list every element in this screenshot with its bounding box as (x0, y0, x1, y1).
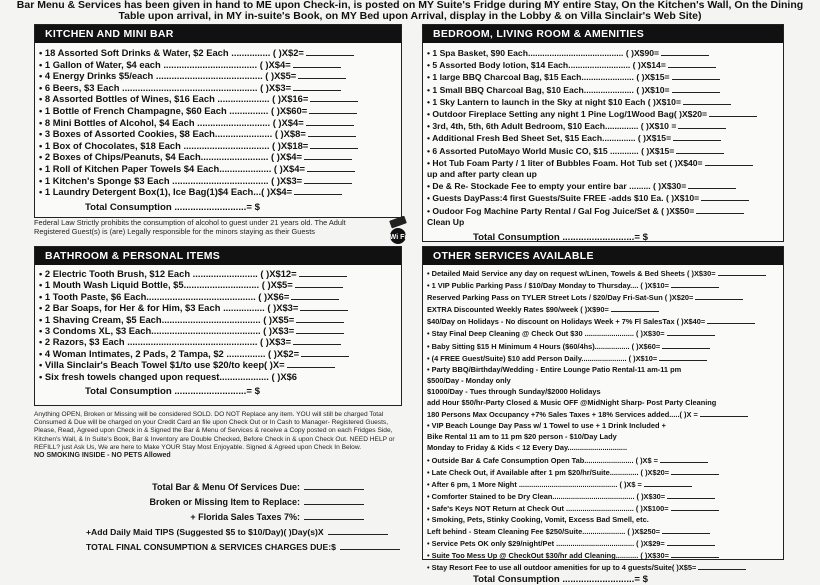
amount-field[interactable] (300, 302, 348, 311)
menu-item (35, 268, 401, 279)
menu-item-text: • 1 Laundry Detergent Box(1), Ice Bag(1)$4 Each...( )X$4= (39, 186, 293, 198)
menu-item-text: • 3rd, 4th, 5th, 6th Adult Bedroom, $10 Each.............. ( )X$10 = (427, 121, 677, 132)
menu-item-text: • 1 Small BBQ Charcoal Bag, $10 Each..................... ( )X$10= (427, 84, 670, 95)
amount-field[interactable] (667, 327, 715, 336)
menu-item-text: Bike Rental 11 am to 11 pm $20 person - $10/Day Lady (427, 432, 617, 442)
amount-field[interactable] (676, 145, 724, 154)
menu-item (35, 47, 401, 59)
menu-item-text: • 1 Shaving Cream, $5 Each...................................... ( )X$5= (39, 313, 295, 325)
menu-item (423, 352, 783, 364)
summary-label: TOTAL FINAL CONSUMPTION & SERVICES CHARGES DUE:$ (86, 542, 336, 552)
menu-item (423, 96, 783, 108)
menu-item-text: add Hour $50/hr-Party Closed & Music OFF @MidNight Sharp- Post Party Cleaning (427, 398, 717, 408)
menu-item-text: • 1 Box of Chocolates, $18 Each ................................. ( )X$18= (39, 139, 309, 151)
summary-row (34, 510, 404, 525)
amount-field[interactable] (304, 151, 352, 160)
menu-item (423, 205, 783, 217)
menu-item (423, 442, 783, 453)
menu-item (423, 420, 783, 431)
kitchen-title: KITCHEN AND MINI BAR (35, 25, 401, 43)
menu-item (423, 180, 783, 192)
amount-field[interactable] (709, 108, 757, 117)
amount-field[interactable] (672, 84, 720, 93)
menu-item (35, 105, 401, 117)
menu-item-text: • De & Re- Stockade Fee to empty your entire bar ......... ( )X$30= (427, 181, 687, 192)
menu-item (423, 514, 783, 525)
amount-field[interactable] (672, 71, 720, 80)
menu-item-text: • Service Pets OK only $29/night/Pet ...................................... ( )X$29= (427, 539, 665, 549)
menu-item (35, 336, 401, 347)
amount-field[interactable] (678, 120, 726, 129)
menu-item-text: • 4 Woman Intimates, 2 Pads, 2 Tampa, $2 ............... ( )X$2= (39, 347, 300, 359)
menu-item (423, 386, 783, 397)
menu-item-text: • 6 Beers, $3 Each .................................................... ( )X$3= (39, 81, 292, 93)
menu-item (423, 375, 783, 386)
menu-item (423, 454, 783, 466)
amount-field[interactable] (668, 59, 716, 68)
amount-field[interactable] (671, 279, 719, 288)
menu-item (35, 359, 401, 370)
amount-field[interactable] (309, 105, 357, 114)
menu-item (423, 169, 783, 180)
amount-field[interactable] (294, 186, 342, 195)
menu-item-text: • Smoking, Pets, Stinky Cooking, Vomit, Excess Bad Smell, etc. (427, 514, 649, 524)
summary-label: + Florida Sales Taxes 7%: (190, 512, 300, 522)
menu-item-text: Reserved Parking Pass on TYLER Street Lots / $20/Day Fri-Sat-Sun ( )X$20= (427, 293, 694, 303)
summary-amount-field[interactable] (328, 526, 388, 535)
amount-field[interactable] (299, 268, 347, 277)
menu-item-text: • Safe's Keys NOT Return at Check Out ................................. ( )X$100= (427, 503, 669, 513)
summary-row (34, 525, 404, 540)
menu-item-text: • After 6 pm, 1 More Night ................................................ ( )X$ = (427, 479, 642, 489)
menu-item-text: up and after party clean up (427, 169, 537, 180)
kitchen-total: Total Consumption ...........................= $ (85, 201, 260, 213)
menu-item-text: • 3 Condoms XL, $3 Each.......................................... ( )X$3= (39, 325, 295, 337)
menu-item-text: • Detailed Maid Service any day on request w/Linen, Towels & Bed Sheets ( )X$30= (427, 269, 716, 278)
menu-item-text: EXTRA Discounted Weekly Rates $90/week ( )X$90= (427, 305, 609, 315)
menu-item (35, 140, 401, 152)
amount-field[interactable] (293, 59, 341, 68)
menu-item-text: • VIP Beach Lounge Day Pass w/ 1 Towel to use + 1 Drink Included + (427, 421, 666, 431)
amount-field[interactable] (291, 291, 339, 300)
menu-item (35, 175, 401, 187)
amount-field[interactable] (306, 47, 354, 56)
amount-field[interactable] (611, 303, 659, 312)
amount-field[interactable] (310, 93, 358, 102)
amount-field[interactable] (701, 192, 749, 201)
menu-item (423, 408, 783, 420)
amount-field[interactable] (671, 502, 719, 511)
menu-item (423, 120, 783, 132)
amount-field[interactable] (700, 408, 748, 417)
menu-item (423, 490, 783, 502)
menu-item-text: • 2 Electric Tooth Brush, $12 Each ......................... ( )X$12= (39, 268, 297, 279)
menu-item (423, 303, 783, 315)
menu-item-text: • Baby Sitting $15 H Minimum 4 Hours ($60/4hs)................. ( )X$60= (427, 341, 661, 351)
header-line-1: Bar Menu & Services has been given in hand to ME upon Check-in, is posted on MY Suite's Fridge during MY entire Stay, On the Kitchen's Wall, On the Dining (16, 0, 804, 11)
amount-field[interactable] (308, 128, 356, 137)
bathroom-section (34, 246, 402, 406)
amount-field[interactable] (667, 490, 715, 499)
menu-item (423, 84, 783, 96)
wifi-label: Wi Fi (389, 234, 407, 241)
menu-item (423, 47, 783, 59)
menu-item (35, 314, 401, 325)
menu-item-text: 180 Persons Max Occupancy +7% Sales Taxes + 18% Services added.....( )X = (427, 410, 698, 420)
bathroom-item-list (35, 265, 401, 382)
no-smoking-notice: NO SMOKING INSIDE - NO PETS Allowed (34, 452, 171, 460)
menu-item-text: • 1 VIP Public Parking Pass / $10/Day Monday to Thursday.... ( )X$10= (427, 281, 669, 291)
menu-item-text: • 4 Energy Drinks $5/each ......................................... ( )X$5= (39, 70, 297, 82)
amount-field[interactable] (662, 525, 710, 534)
amount-field[interactable] (671, 466, 719, 475)
amount-field[interactable] (683, 96, 731, 105)
menu-item (35, 371, 401, 382)
conditions-notice (34, 411, 404, 460)
menu-item (423, 267, 783, 279)
menu-item-text: • Oudoor Fog Machine Party Rental / Gal Fog Juice/Set & ( )X$50= (427, 205, 695, 216)
menu-item-text: • 1 Spa Basket, $90 Each........................................ ( )X$90= (427, 48, 660, 58)
menu-item (423, 192, 783, 204)
other-services-section (422, 246, 784, 585)
amount-field[interactable] (718, 267, 766, 276)
menu-item-text: • 2 Razors, $3 Each .................................................. ( )X$3= (39, 336, 292, 348)
menu-item-text: • 18 Assorted Soft Drinks & Water, $2 Each ............... ( )X$2= (39, 47, 304, 58)
menu-item (423, 525, 783, 537)
kitchen-item-list (35, 43, 401, 198)
amount-field[interactable] (696, 205, 744, 214)
menu-item (35, 128, 401, 140)
summary-amount-field[interactable] (340, 541, 400, 550)
menu-item (35, 163, 401, 175)
menu-item-text: • Outdoor Fireplace Setting any night 1 Pine Log/1Wood Bag( )X$20= (427, 109, 708, 120)
summary-section (34, 480, 404, 555)
menu-item-text: • Six fresh towels changed upon request................... ( )X$6 (39, 370, 298, 382)
menu-item-text: • 1 Tooth Paste, $6 Each.......................................... ( )X$6= (39, 290, 290, 302)
menu-item-text: • Party BBQ/Birthday/Wedding - Entire Lounge Patio Rental-11 am-11 pm (427, 364, 682, 374)
bedroom-title: BEDROOM, LIVING ROOM & AMENITIES (423, 25, 783, 43)
menu-item (35, 279, 401, 290)
menu-item (423, 466, 783, 478)
menu-item (423, 397, 783, 408)
bedroom-total: Total Consumption ...........................= $ (473, 232, 648, 244)
summary-row (34, 495, 404, 510)
menu-item-text: • Stay Resort Fee to use all outdoor amenities for up to 4 guests/Suite( )X$5= (427, 563, 697, 573)
amount-field[interactable] (307, 163, 355, 172)
menu-item-text: • Outside Bar & Cafe Consumption Open Tab........................ ( )X$ = (427, 455, 658, 465)
menu-item (35, 302, 401, 313)
amount-field[interactable] (667, 537, 715, 546)
summary-label: +Add Daily Maid TIPS (Suggested $5 to $10/Day)( )Day(s)X (86, 527, 324, 537)
menu-item (423, 145, 783, 157)
amount-field[interactable] (304, 175, 352, 184)
amount-field[interactable] (659, 352, 707, 361)
menu-item (423, 59, 783, 71)
menu-item (35, 186, 401, 198)
menu-item-text: • 1 Sky Lantern to launch in the Sky at night $10 Each ( )X$10= (427, 96, 681, 107)
summary-row (34, 540, 404, 555)
amount-field[interactable] (644, 478, 692, 487)
summary-amount-field[interactable] (304, 496, 364, 505)
conditions-text: Anything OPEN, Broken or Missing will be considered SOLD. DO NOT Replace any item. YOU will still be charged Total Consumed & Due will be charged on your Credit Card an file upon Check Out or In Cash to Manager- Registered Guests, Please, Read, Agreed upon Check in & Signed the Bar & Menu of Services & receive a Copy posted on each Fridges Side, Kitchen's Wall, & In Suite's Book, Bar & Inventory are Double Checked, Before Check in & upon Check Out. NEED HELP or REFILL? just Ask Us, We are here to Make YOUR Stay Most Enjoyable. Signed & Agreed upon Check In Below. (34, 411, 395, 451)
amount-field[interactable] (707, 315, 755, 324)
menu-item-text: • 3 Boxes of Assorted Cookies, $8 Each...................... ( )X$8= (39, 128, 306, 140)
menu-item (423, 291, 783, 303)
menu-item-text: • 1 Kitchen's Sponge $3 Each ..................................... ( )X$3= (39, 174, 303, 186)
menu-item-text: • 1 large BBQ Charcoal Bag, $15 Each...................... ( )X$15= (427, 72, 670, 83)
bathroom-total: Total Consumption ...........................= $ (85, 386, 260, 398)
menu-item-text: $500/Day - Monday only (427, 375, 511, 385)
menu-item (423, 431, 783, 442)
amount-field[interactable] (293, 336, 341, 345)
amount-field[interactable] (662, 340, 710, 349)
menu-item-text: Left behind - Steam Cleaning Fee $250/Suite..................... ( )X$250= (427, 527, 661, 537)
amount-field[interactable] (660, 454, 708, 463)
menu-item (423, 108, 783, 120)
summary-row (34, 480, 404, 495)
amount-field[interactable] (695, 291, 743, 300)
other-services-item-list (423, 265, 783, 573)
menu-item-text: • (4 FREE Guest/Suite) $10 add Person Daily...................... ( )X$10= (427, 353, 658, 363)
amount-field[interactable] (287, 359, 335, 368)
menu-item (35, 117, 401, 129)
wifi-icon (380, 216, 416, 246)
menu-item-text: Clean Up (427, 216, 465, 227)
alcohol-law-notice: Federal Law Strictly prohibits the consumption of alcohol to guest under 21 years old. The Adult Registered Guest(s) is (are) Legally responsible for the minors staying as their Guests (34, 218, 346, 236)
menu-item (423, 217, 783, 228)
summary-amount-field[interactable] (304, 511, 364, 520)
menu-item-text: • 8 Mini Bottles of Alcohol, $4 Each ............................ ( )X$4= (39, 116, 304, 128)
other-services-title: OTHER SERVICES AVAILABLE (423, 247, 783, 265)
header-line-2: Table upon arrival, in MY in-suite's Book, on MY Bed upon Arrival, display in the Lobby & on Villa Sinclair's Web Site) (118, 10, 702, 22)
menu-item-text: • 6 Assorted PutoMayo World Music CO, $15 ............ ( )X$15= (427, 145, 675, 156)
menu-item (35, 82, 401, 94)
amount-field[interactable] (296, 314, 344, 323)
menu-item (423, 478, 783, 490)
summary-amount-field[interactable] (304, 481, 364, 490)
menu-item-text: $1000/Day - Tues through Sunday/$2000 Holidays (427, 386, 601, 396)
menu-item (35, 151, 401, 163)
menu-item-text: • 1 Roll of Kitchen Paper Towels $4 Each.................... ( )X$4= (39, 162, 305, 174)
menu-item (35, 291, 401, 302)
menu-item-text: • 1 Gallon of Water, $4 each .................................... ( )X$4= (39, 58, 291, 70)
menu-item (423, 327, 783, 339)
amount-field[interactable] (310, 140, 358, 149)
amount-field[interactable] (661, 47, 709, 56)
menu-item (35, 348, 401, 359)
menu-item-text: • 5 Assorted Body lotion, $14 Each.......................... ( )X$14= (427, 60, 666, 71)
menu-item-text: $40/Day on Holidays - No discount on Holidays Week + 7% Fl SalesTax ( )X$40= (427, 317, 706, 327)
menu-item (423, 537, 783, 549)
menu-item-text: • Villa Sinclair's Beach Towel $1/to use $20/to keep( )X= (39, 359, 285, 371)
amount-field[interactable] (671, 549, 719, 558)
menu-item (423, 340, 783, 352)
amount-field[interactable] (688, 180, 736, 189)
amount-field[interactable] (306, 117, 354, 126)
menu-item-text: • 1 Mouth Wash Liquid Bottle, $5............................. ( )X$5= (39, 279, 293, 291)
menu-item (423, 315, 783, 327)
menu-item-text: Monday to Friday & Kids < 12 Every Day............................. (427, 443, 628, 453)
page-header (0, 0, 820, 22)
amount-field[interactable] (698, 561, 746, 570)
menu-item-text: • Guests DayPass:4 first Guests/Suite FREE -adds $10 Ea. ( )X$10= (427, 193, 700, 204)
menu-item (423, 502, 783, 514)
summary-label: Total Bar & Menu Of Services Due: (152, 482, 300, 492)
menu-item (423, 157, 783, 169)
menu-item-text: • Late Check Out, if Available after 1 pm $20/hr/Suite.............. ( )X$20= (427, 467, 670, 477)
menu-item (35, 325, 401, 336)
menu-item (423, 364, 783, 375)
menu-item-text: • Stay Final Deep Cleaning @ Check Out $30 ........................ ( )X$30= (427, 329, 665, 339)
menu-item (423, 561, 783, 573)
bathroom-title: BATHROOM & PERSONAL ITEMS (35, 247, 401, 265)
menu-item-text: • 2 Boxes of Chips/Peanuts, $4 Each.......................... ( )X$4= (39, 151, 302, 163)
amount-field[interactable] (705, 157, 753, 166)
menu-item-text: • 2 Bar Soaps, for Her & for Him, $3 Each ................ ( )X$3= (39, 302, 299, 314)
menu-item-text: • Suite Too Mess Up @ CheckOut $30/hr add Cleaning........... ( )X$30= (427, 551, 669, 561)
amount-field[interactable] (673, 132, 721, 141)
menu-item-text: • 1 Bottle of French Champagne, $60 Each ............... ( )X$60= (39, 104, 308, 116)
menu-item-text: • Additional Fresh Bed Sheet Set, $15 Each.............. ( )X$15= (427, 133, 672, 144)
menu-item (35, 93, 401, 105)
bedroom-section (422, 24, 784, 242)
amount-field[interactable] (301, 348, 349, 357)
amount-field[interactable] (298, 70, 346, 79)
menu-item (35, 59, 401, 71)
menu-item (423, 71, 783, 83)
bedroom-item-list (423, 43, 783, 228)
kitchen-section (34, 24, 402, 218)
other-services-total: Total Consumption ...........................= $ (473, 574, 648, 585)
summary-label: Broken or Missing Item to Replace: (149, 497, 300, 507)
menu-item (423, 279, 783, 291)
menu-item-text: • Comforter Stained to be Dry Clean........................................ ( )X$30= (427, 491, 666, 501)
menu-item (35, 70, 401, 82)
menu-item-text: • Hot Tub Foam Party / 1 liter of Bubbles Foam. Hot Tub set ( )X$40= (427, 157, 703, 168)
menu-item-text: • 8 Assorted Bottles of Wines, $16 Each .................... ( )X$16= (39, 93, 309, 105)
amount-field[interactable] (295, 279, 343, 288)
menu-item (423, 132, 783, 144)
amount-field[interactable] (293, 82, 341, 91)
amount-field[interactable] (296, 325, 344, 334)
